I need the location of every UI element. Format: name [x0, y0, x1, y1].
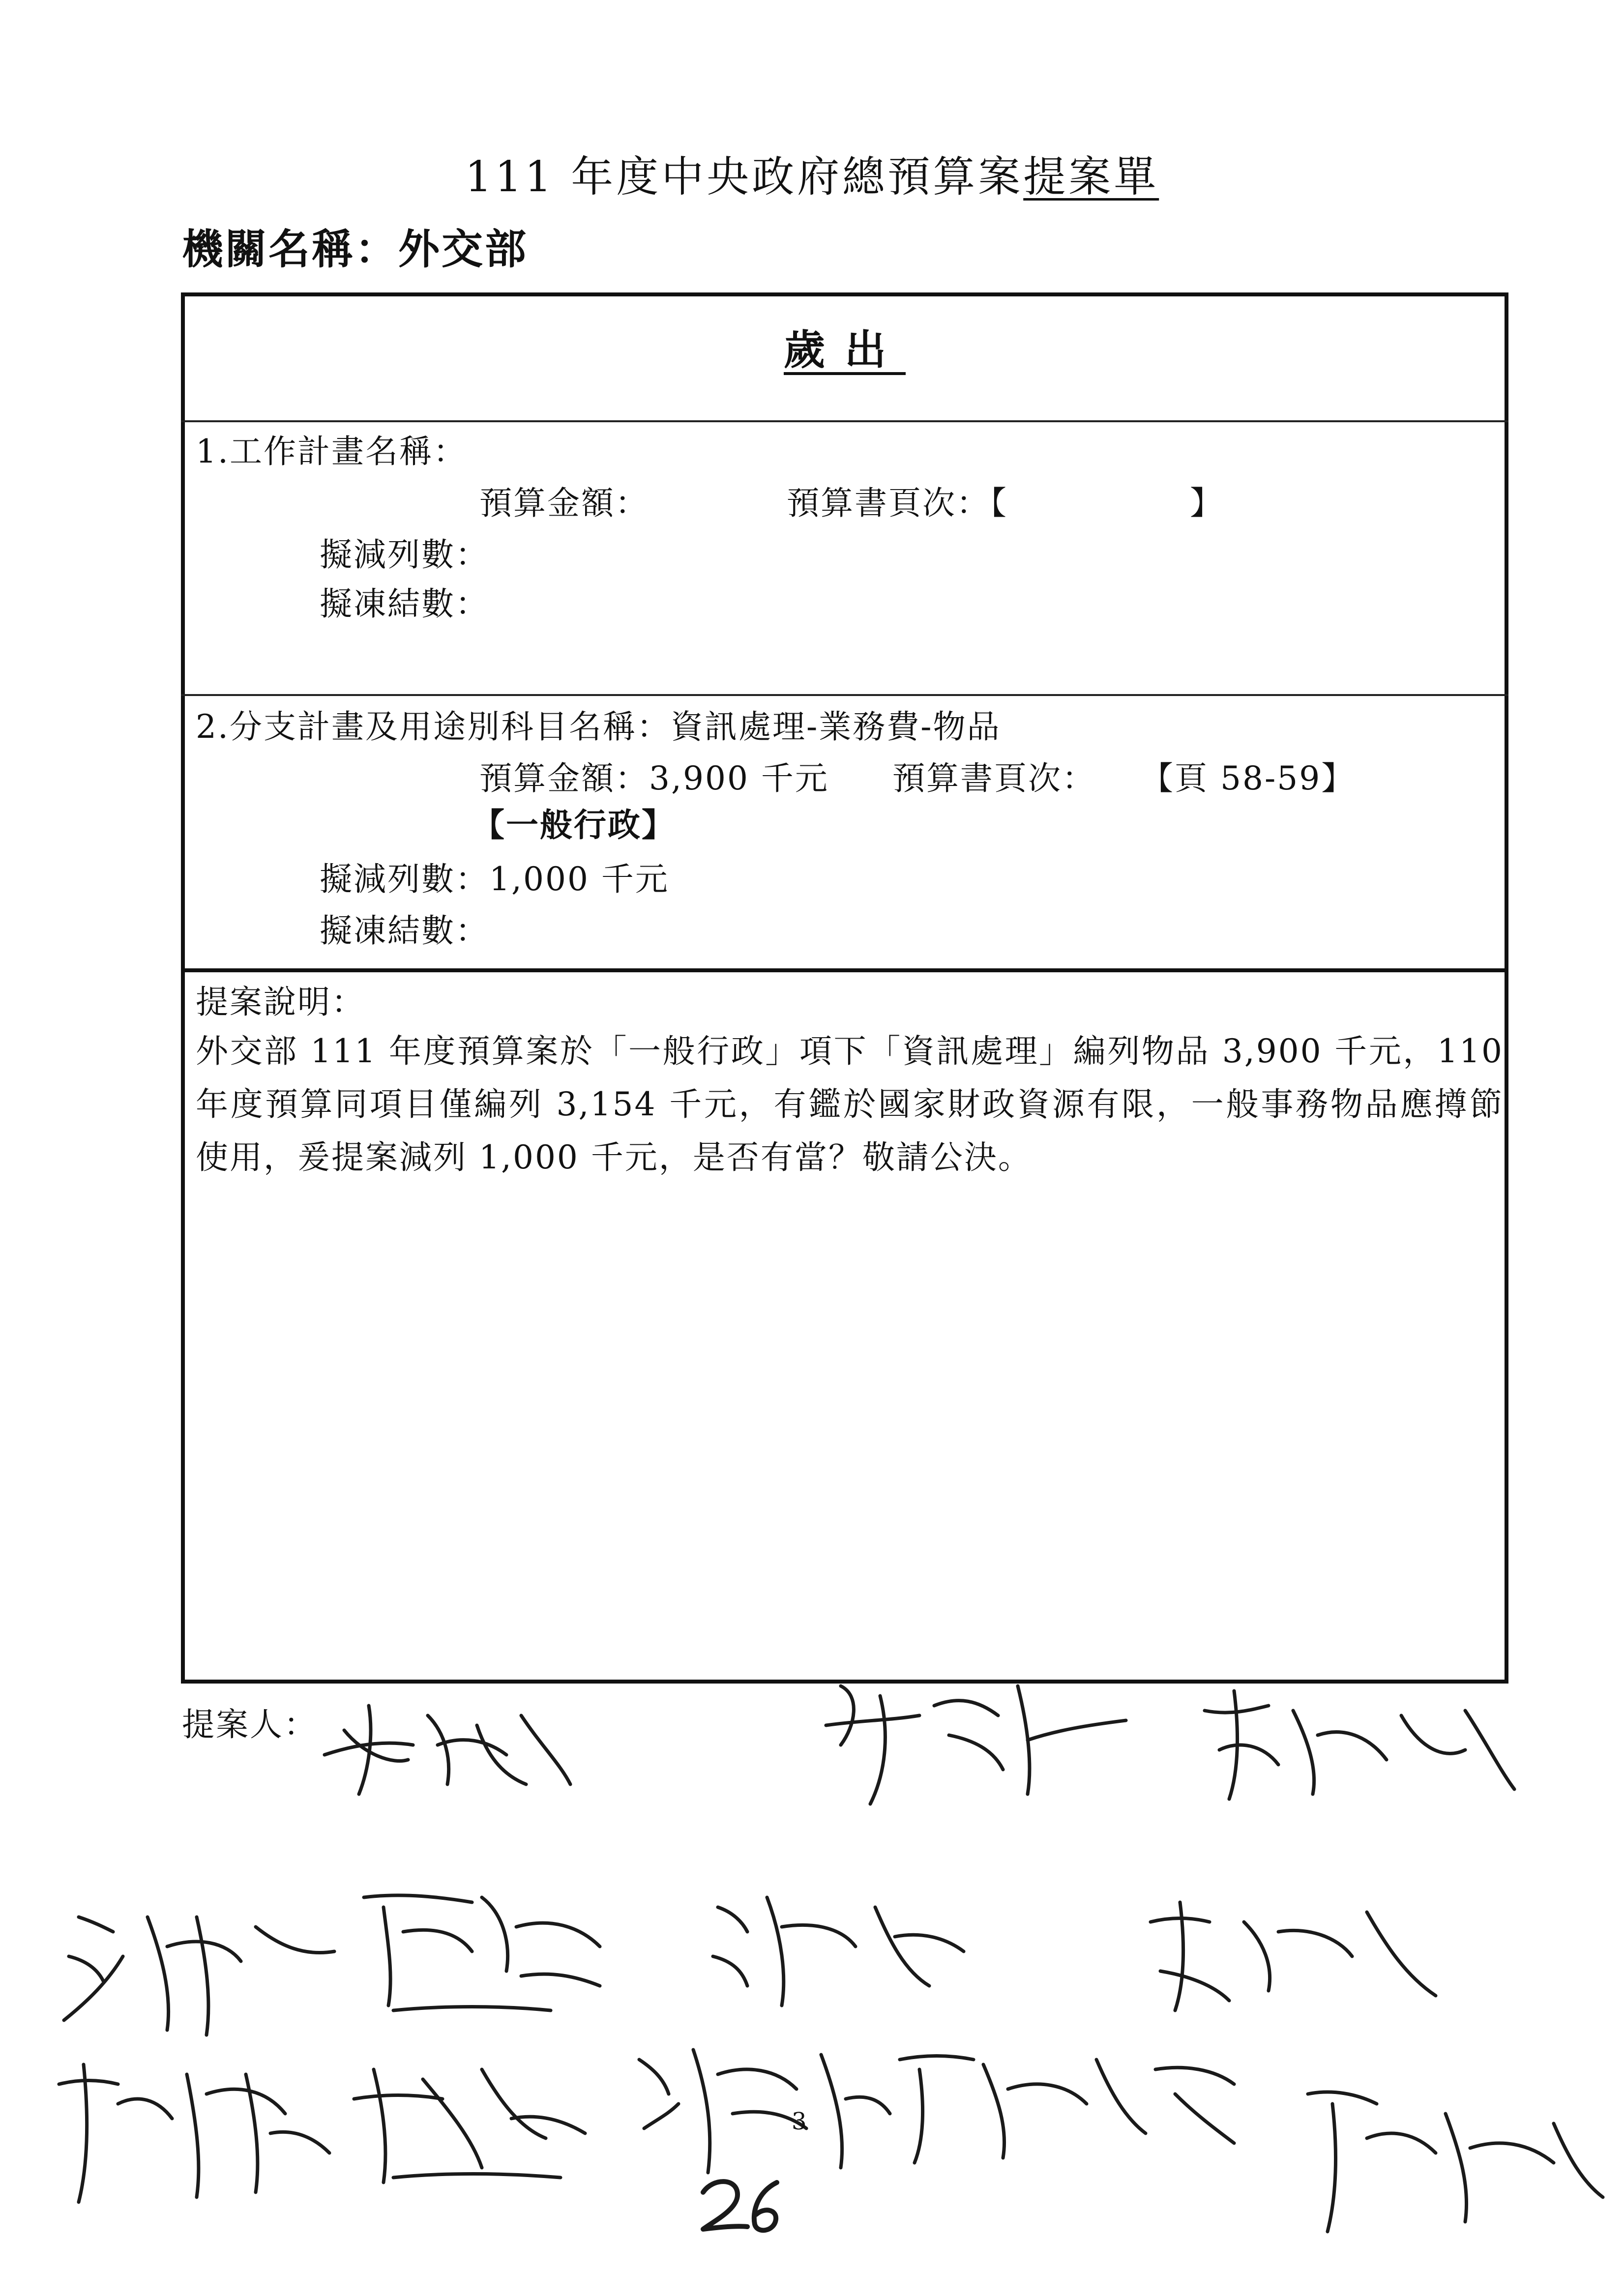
- signature: [880, 2030, 1254, 2178]
- divider: [181, 694, 1508, 696]
- page-number: 3: [792, 2108, 807, 2135]
- item1-freeze: 擬凍結數：: [320, 585, 489, 623]
- item1-reduce: 擬減列數：: [320, 536, 489, 574]
- signature: [49, 1888, 354, 2045]
- proposer-label: 提案人：: [182, 1706, 318, 1744]
- item2-freeze: 擬凍結數：: [320, 912, 489, 950]
- document-title: [0, 143, 1624, 203]
- item2-name: 2.分支計畫及用途別科目名稱：資訊處理-業務費-物品: [196, 708, 1001, 746]
- explanation-label: 提案說明：: [196, 983, 365, 1021]
- item1-name: 1.工作計畫名稱：: [196, 433, 467, 470]
- item1-budget-page-close: 】: [1190, 484, 1224, 522]
- signature: [334, 2040, 610, 2197]
- title-prefix: 111 年度中央政府總預算案: [465, 152, 1024, 202]
- explanation-text: 外交部 111 年度預算案於「一般行政」項下「資訊處理」編列物品 3,900 千元，110 年度預算同項目僅編列 3,154 千元，有鑑於國家財政資源有限，一般事務物品應撙節使用，爰提案減列 1,000 千元，是否有當？敬請公決。: [196, 1032, 1504, 1176]
- agency-name: 機關名稱：外交部: [182, 225, 529, 273]
- signature: [620, 2030, 895, 2192]
- signature: [811, 1666, 1146, 1814]
- signature: [1190, 1681, 1524, 1809]
- item2-bracket: 【一般行政】: [472, 806, 676, 844]
- signature: [1131, 1883, 1455, 2020]
- item1-budget-page: 預算書頁次：【: [787, 484, 1008, 522]
- signature: [344, 1878, 620, 2025]
- title-underlined: 提案單: [1023, 152, 1159, 202]
- item2-budget-page: 預算書頁次：: [892, 759, 1096, 797]
- signature: [1288, 2064, 1613, 2251]
- item2-reduce: 擬減列數：1,000 千元: [320, 860, 669, 898]
- divider: [181, 420, 1508, 422]
- signature: [698, 1878, 974, 2015]
- signature: [315, 1686, 580, 1804]
- section-title: [181, 317, 1508, 377]
- section-title-text: 歲出: [783, 325, 906, 374]
- item2-budget-page-value: 【頁 58-59】: [1141, 759, 1356, 797]
- divider: [181, 968, 1508, 972]
- signature: [39, 2035, 344, 2222]
- item2-budget-amount: 預算金額：3,900 千元: [479, 759, 829, 797]
- item1-budget-amount: 預算金額：: [479, 484, 649, 522]
- handwritten-page-mark: [693, 2173, 787, 2237]
